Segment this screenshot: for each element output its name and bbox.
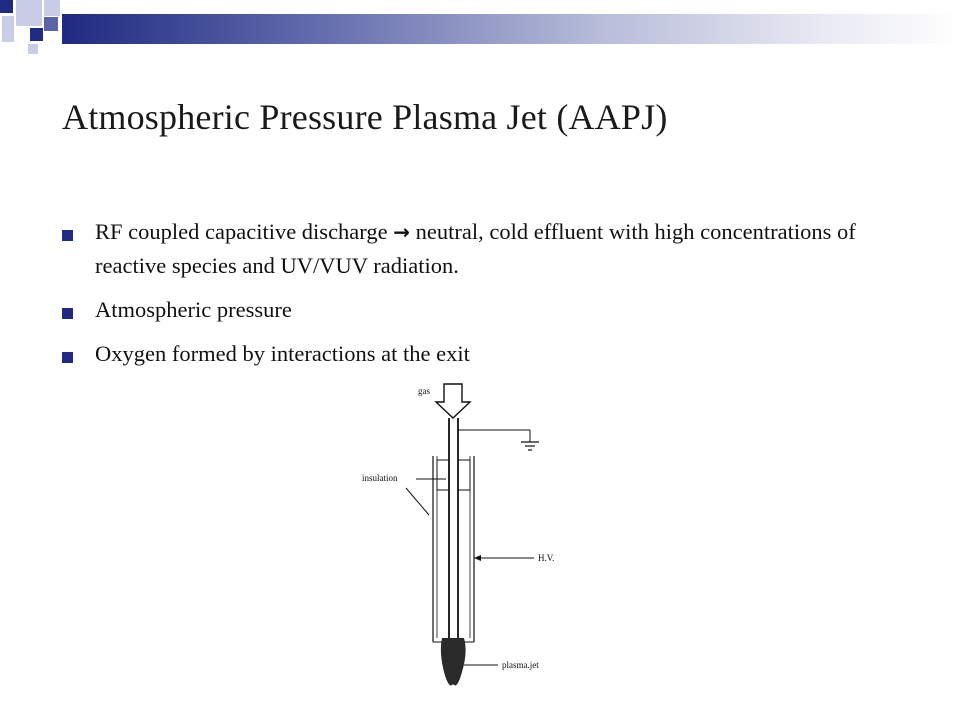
slide-title: Atmospheric Pressure Plasma Jet (AAPJ) — [62, 97, 668, 137]
plasma-jet-label: plasma.jet — [502, 660, 539, 670]
square-bullet-icon — [62, 352, 73, 363]
header-gradient-bar — [62, 14, 960, 44]
square-bullet-icon — [62, 230, 73, 241]
bullet-text-part: RF coupled capacitive discharge — [95, 219, 394, 244]
plasma-jet-diagram — [350, 380, 610, 700]
bullet-item — [62, 293, 912, 327]
gas-inlet-arrow-icon — [436, 384, 470, 418]
gas-label: gas — [418, 386, 430, 396]
right-arrow-icon: → — [393, 220, 411, 244]
hv-label: H.V. — [538, 553, 555, 563]
bullet-item — [62, 337, 912, 371]
bullet-list — [62, 215, 912, 381]
bullet-text: Atmospheric pressure — [95, 297, 292, 322]
bullet-text-part: neutral, cold effluent with high concentrations of reactive species and UV/VUV radiation. — [95, 219, 856, 278]
insulation-label: insulation — [362, 473, 398, 483]
square-bullet-icon — [62, 308, 73, 319]
plasma-plume — [441, 638, 466, 686]
bullet-text: Oxygen formed by interactions at the exit — [95, 341, 470, 366]
bullet-item — [62, 215, 912, 283]
